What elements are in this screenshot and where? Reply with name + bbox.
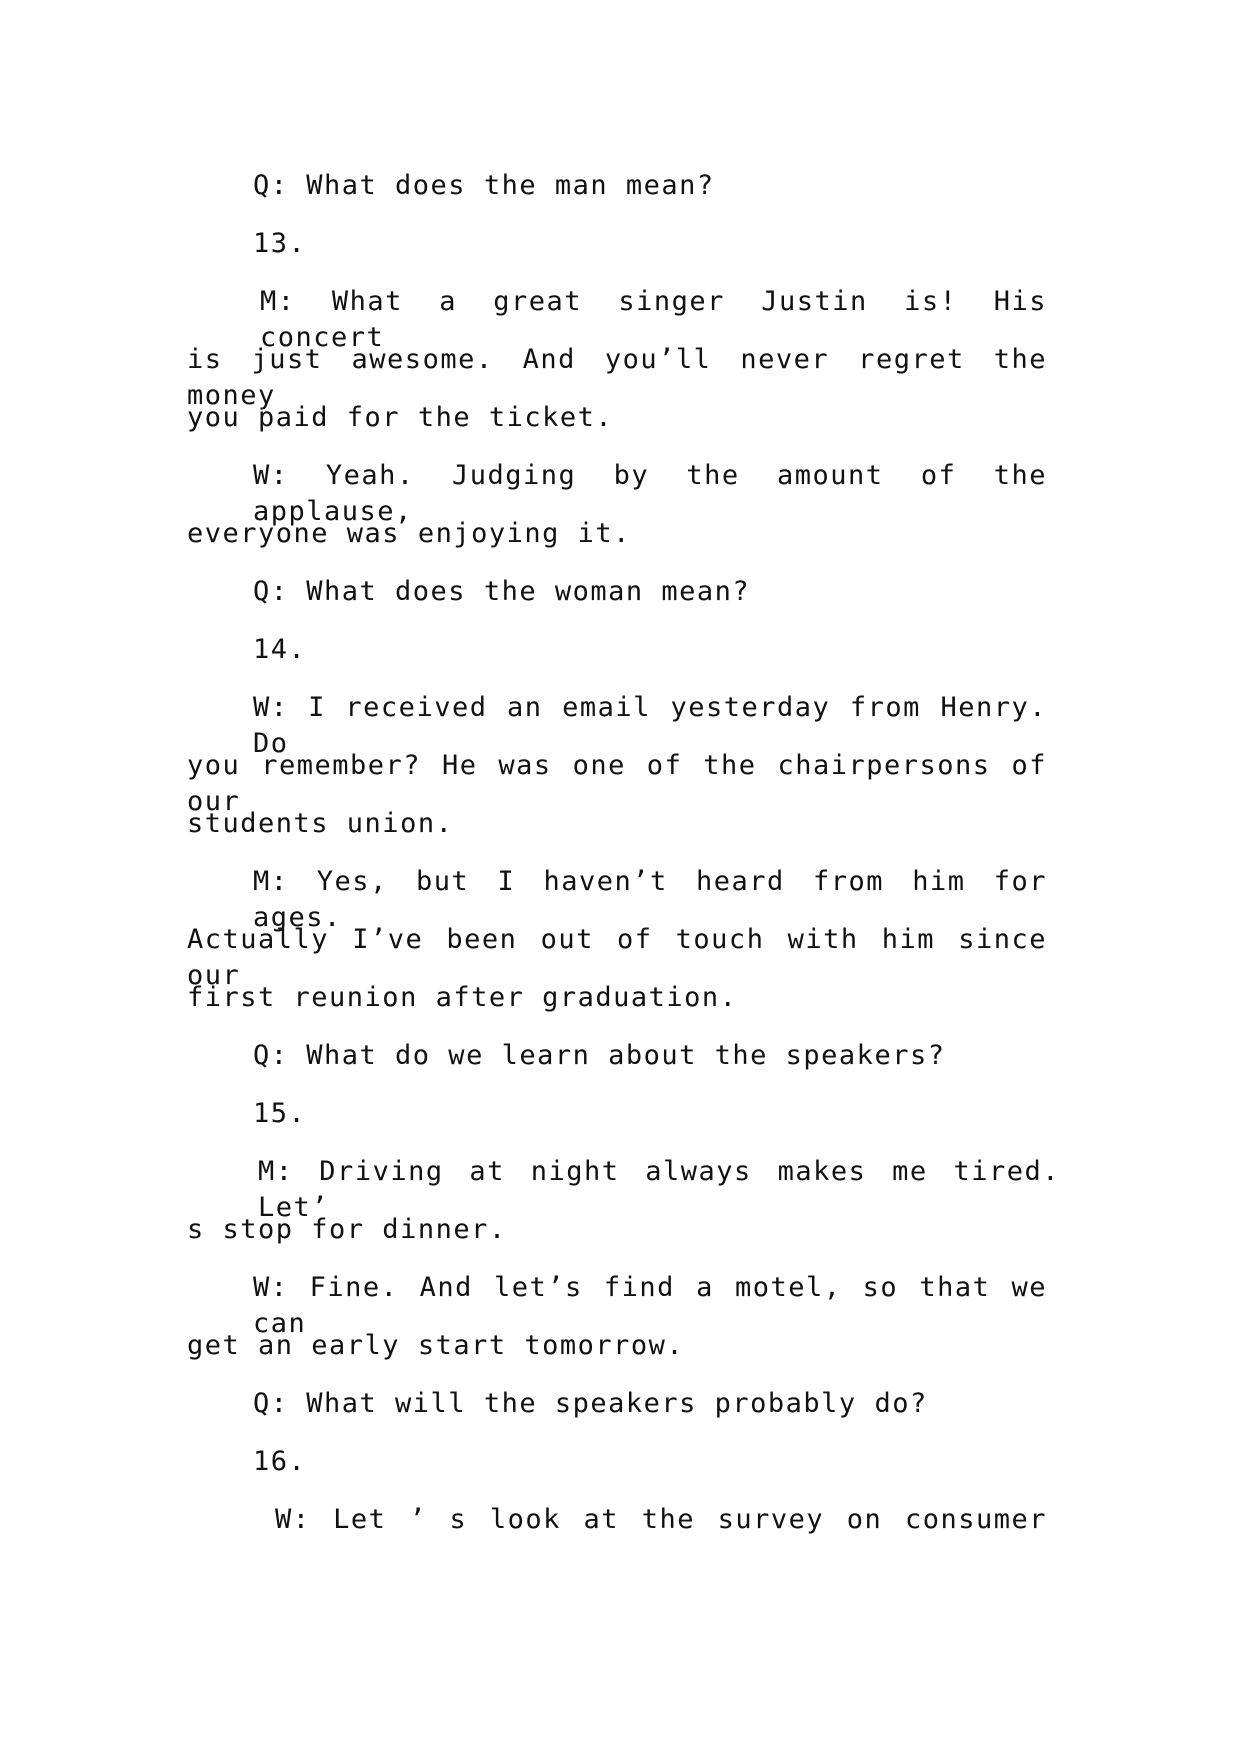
dialogue-line: W: Yeah. Judging by the amount of the applause, (253, 460, 1047, 527)
dialogue-line: you paid for the ticket. (187, 402, 614, 433)
item-number: 14. (253, 634, 307, 665)
question-line: Q: What will the speakers probably do? (253, 1388, 928, 1419)
item-number: 16. (253, 1446, 307, 1477)
dialogue-line: W: I received an email yesterday from Henry. Do (253, 692, 1047, 759)
dialogue-line: you remember? He was one of the chairpersons of our (187, 750, 1047, 817)
question-line: Q: What do we learn about the speakers? (253, 1040, 946, 1071)
dialogue-line: everyone was enjoying it. (187, 518, 631, 549)
item-number: 15. (253, 1098, 307, 1129)
dialogue-line: Actually I’ve been out of touch with him since our (187, 924, 1047, 991)
dialogue-line: first reunion after graduation. (187, 982, 738, 1013)
question-line: Q: What does the woman mean? (253, 576, 751, 607)
dialogue-line: M: Driving at night always makes me tired. Let’ (258, 1156, 1060, 1223)
dialogue-line: is just awesome. And you’ll never regret the money (187, 344, 1047, 411)
question-line: Q: What does the man mean? (253, 170, 715, 201)
dialogue-line: s stop for dinner. (187, 1214, 507, 1245)
dialogue-line: get an early start tomorrow. (187, 1330, 685, 1361)
dialogue-line: M: Yes, but I haven’t heard from him for ages. (253, 866, 1047, 933)
dialogue-line: W: Let ’ s look at the survey on consumer (275, 1504, 1047, 1535)
dialogue-line: students union. (187, 808, 454, 839)
dialogue-line: M: What a great singer Justin is! His concert (260, 286, 1047, 353)
item-number: 13. (253, 228, 307, 259)
dialogue-line: W: Fine. And let’s find a motel, so that we can (253, 1272, 1047, 1339)
